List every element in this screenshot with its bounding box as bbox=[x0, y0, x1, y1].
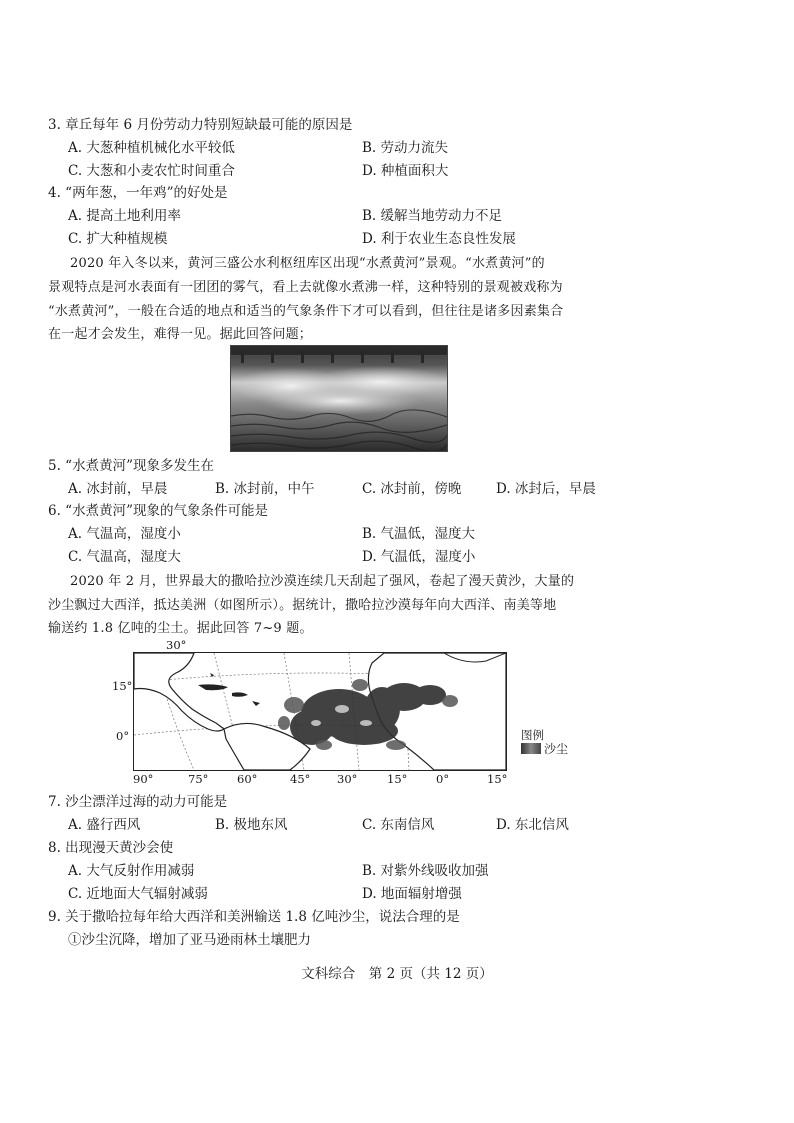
q6-option-a: A. 气温高，湿度小 bbox=[68, 526, 181, 542]
q4-stem: 4. “两年葱，一年鸡”的好处是 bbox=[48, 185, 228, 201]
q5-option-a: A. 冰封前，早晨 bbox=[68, 481, 168, 497]
q5-stem: 5. “水煮黄河”现象多发生在 bbox=[48, 458, 214, 474]
q3-option-d: D. 种植面积大 bbox=[362, 163, 449, 179]
map-lon-label-0: 0° bbox=[436, 772, 450, 786]
q5-option-b: B. 冰封前，中午 bbox=[215, 481, 315, 497]
q9-stem: 9. 关于撒哈拉每年给大西洋和美洲输送 1.8 亿吨沙尘，说法合理的是 bbox=[48, 909, 460, 925]
passage1-line-1: 2020 年入冬以来，黄河三盛公水利枢纽库区出现“水煮黄河”景观。“水煮黄河”的 bbox=[70, 256, 545, 271]
map-lat-label-0: 0° bbox=[116, 729, 130, 743]
map-lon-label-60: 60° bbox=[237, 772, 258, 786]
dust-legend-swatch bbox=[521, 743, 541, 754]
passage2-line-3: 输送约 1.8 亿吨的尘土。据此回答 7~9 题。 bbox=[48, 621, 313, 636]
passage2-line-2: 沙尘飘过大西洋，抵达美洲（如图所示）。据统计，撒哈拉沙漠每年向大西洋、南美等地 bbox=[48, 598, 557, 613]
map-legend-item: 沙尘 bbox=[544, 742, 569, 756]
q6-stem: 6. “水煮黄河”现象的气象条件可能是 bbox=[48, 503, 268, 519]
q7-option-b: B. 极地东风 bbox=[215, 817, 288, 833]
q8-option-c: C. 近地面大气辐射减弱 bbox=[68, 886, 208, 902]
q3-stem: 3. 章丘每年 6 月份劳动力特别短缺最可能的原因是 bbox=[48, 117, 353, 133]
q4-option-b: B. 缓解当地劳动力不足 bbox=[362, 208, 503, 224]
passage1-line-4: 在一起才会发生，难得一见。据此回答问题； bbox=[48, 327, 313, 342]
q8-stem: 8. 出现漫天黄沙会使 bbox=[48, 840, 174, 856]
map-lat-label-15: 15° bbox=[112, 679, 133, 693]
page-footer: 文科综合 第 2 页（共 12 页） bbox=[301, 966, 493, 982]
q3-option-c: C. 大葱和小麦农忙时间重合 bbox=[68, 163, 235, 179]
q4-option-c: C. 扩大种植规模 bbox=[68, 231, 168, 247]
q7-option-d: D. 东北信风 bbox=[496, 817, 569, 833]
map-lon-label-75: 75° bbox=[188, 772, 209, 786]
passage2-line-1: 2020 年 2 月，世界最大的撒哈拉沙漠连续几天刮起了强风，卷起了漫天黄沙，大量的 bbox=[70, 574, 575, 589]
q3-option-b: B. 劳动力流失 bbox=[362, 140, 449, 156]
q8-option-a: A. 大气反射作用减弱 bbox=[68, 863, 195, 879]
q9-item-1: ①沙尘沉降，增加了亚马逊雨林土壤肥力 bbox=[68, 932, 311, 948]
q5-option-c: C. 冰封前，傍晚 bbox=[362, 481, 462, 497]
map-legend-title: 图例 bbox=[521, 728, 544, 742]
passage1-line-3: “水煮黄河”，一般在合适的地点和适当的气象条件下才可以看到，但往往是诸多因素集合 bbox=[48, 304, 564, 319]
river-fog-photo bbox=[230, 345, 448, 452]
map-lon-top-label: 30° bbox=[166, 638, 187, 652]
q7-option-a: A. 盛行西风 bbox=[68, 817, 141, 833]
q3-option-a: A. 大葱种植机械化水平较低 bbox=[68, 140, 235, 156]
q7-option-c: C. 东南信风 bbox=[362, 817, 435, 833]
q8-option-d: D. 地面辐射增强 bbox=[362, 886, 462, 902]
map-lon-label-30: 30° bbox=[337, 772, 358, 786]
passage1-line-2: 景观特点是河水表面有一团团的雾气，看上去就像水煮沸一样，这种特别的景观被戏称为 bbox=[48, 280, 563, 295]
dust-transport-map bbox=[133, 652, 507, 771]
map-lon-label-15e: 15° bbox=[487, 772, 508, 786]
q8-option-b: B. 对紫外线吸收加强 bbox=[362, 863, 489, 879]
map-lon-label-90: 90° bbox=[133, 772, 154, 786]
q4-option-a: A. 提高土地利用率 bbox=[68, 208, 181, 224]
map-lon-label-15w: 15° bbox=[387, 772, 408, 786]
map-lon-label-45: 45° bbox=[290, 772, 311, 786]
q6-option-d: D. 气温低，湿度小 bbox=[362, 549, 476, 565]
q6-option-b: B. 气温低，湿度大 bbox=[362, 526, 476, 542]
q5-option-d: D. 冰封后，早晨 bbox=[496, 481, 596, 497]
q7-stem: 7. 沙尘漂洋过海的动力可能是 bbox=[48, 794, 228, 810]
q4-option-d: D. 利于农业生态良性发展 bbox=[362, 231, 516, 247]
q6-option-c: C. 气温高，湿度大 bbox=[68, 549, 181, 565]
